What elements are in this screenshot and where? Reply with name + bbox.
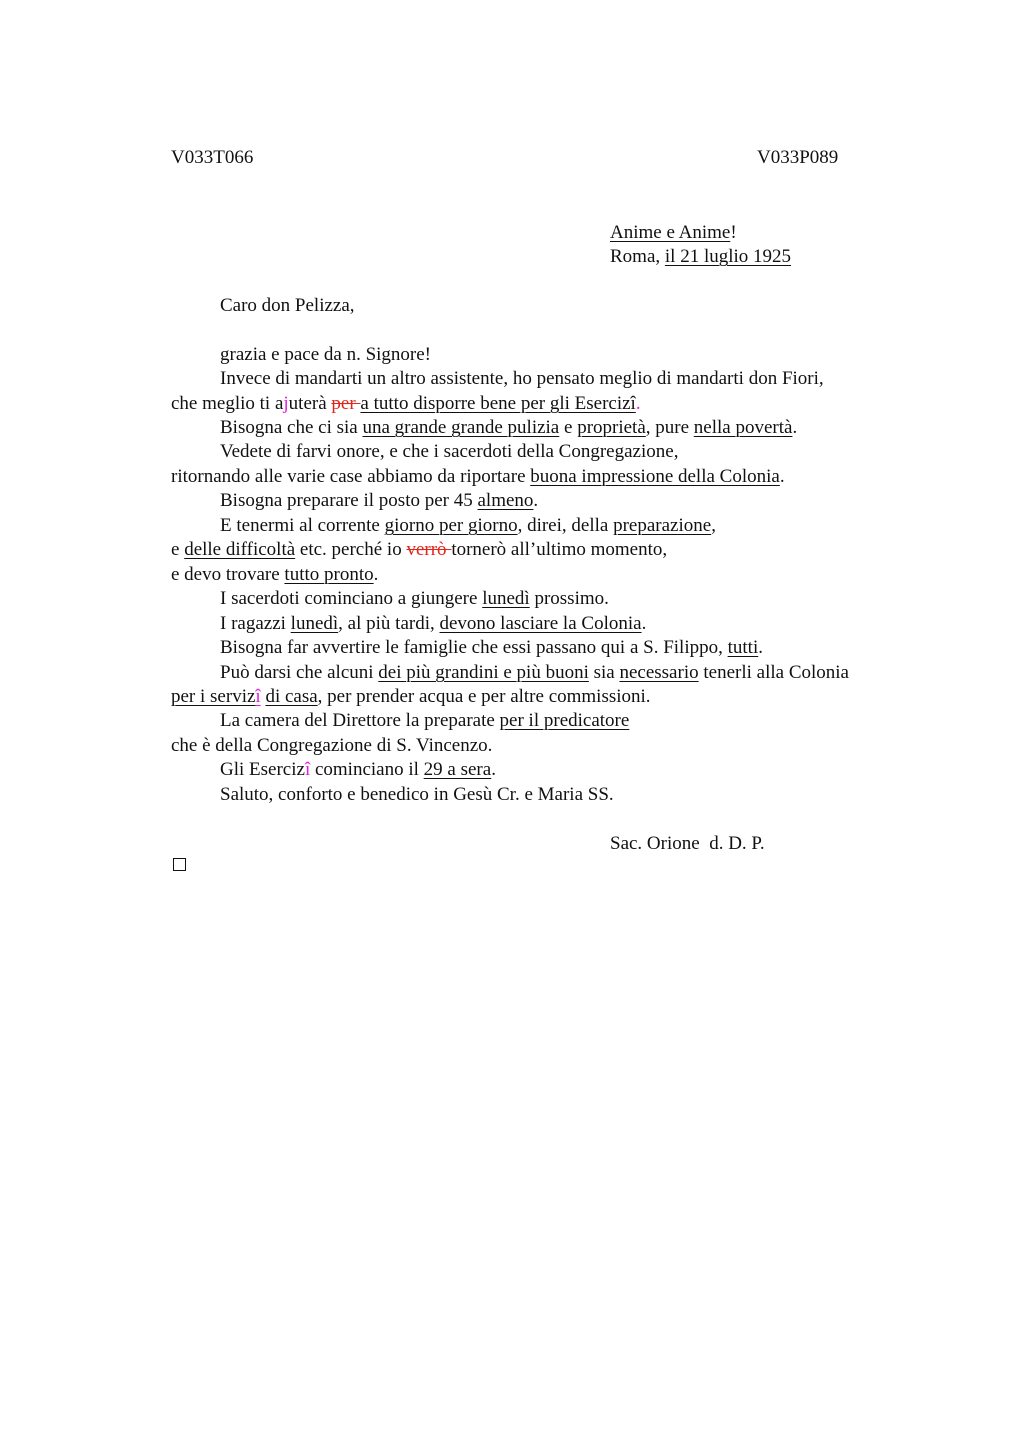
inserted-letter: î xyxy=(304,759,311,780)
document-code-left: V033T066 xyxy=(171,147,254,168)
text-segment: , direi, della xyxy=(517,515,614,536)
text-segment: e xyxy=(171,539,185,560)
text-segment: etc. perché io xyxy=(295,539,407,560)
letter-line-16 xyxy=(220,709,629,733)
underlined-phrase: preparazione xyxy=(613,515,712,536)
underlined-phrase: devono lasciare la Colonia xyxy=(439,613,642,634)
underlined-phrase: dei più grandini e più buoni xyxy=(378,662,589,683)
text-segment: . xyxy=(373,564,379,585)
underlined-phrase: 29 a sera xyxy=(423,759,492,780)
text-segment: . xyxy=(779,466,785,487)
letter-line-4 xyxy=(220,416,797,440)
underlined-phrase: una grande grande pulizia xyxy=(362,417,560,438)
letter-line-15 xyxy=(171,685,651,709)
underlined-phrase: almeno xyxy=(477,490,534,511)
text-segment: Bisogna preparare il posto per 45 xyxy=(220,490,478,511)
text-segment: sia xyxy=(588,662,620,683)
letter-line-1: grazia e pace da n. Signore! xyxy=(220,344,432,365)
motto-text: Anime e Anime xyxy=(610,222,731,243)
underlined-phrase: giorno per giorno xyxy=(384,515,518,536)
text-segment: , per prender acqua e per altre commissioni. xyxy=(317,686,651,707)
text-segment: e devo trovare xyxy=(171,564,285,585)
underlined-phrase: tutto pronto xyxy=(284,564,374,585)
inserted-letter: î xyxy=(255,686,261,707)
text-segment: . xyxy=(641,613,647,634)
deleted-word: verrò xyxy=(406,539,452,560)
motto-exclamation: ! xyxy=(730,222,737,243)
text-segment: tenerli alla Colonia xyxy=(698,662,849,683)
letter-line-2: Invece di mandarti un altro assistente, ho pensato meglio di mandarti don Fiori, xyxy=(220,368,824,389)
underlined-phrase: tutti xyxy=(727,637,759,658)
text-segment: Bisogna far avvertire le famiglie che essi passano qui a S. Filippo, xyxy=(220,637,728,658)
underlined-phrase: per il predicatore xyxy=(499,710,630,731)
text-segment: che meglio ti a xyxy=(171,393,284,414)
letter-line-3 xyxy=(171,392,641,416)
letter-line-14 xyxy=(220,661,849,685)
text-segment: I ragazzi xyxy=(220,613,291,634)
text-segment: La camera del Direttore la preparate xyxy=(220,710,500,731)
text-segment: , al più tardi, xyxy=(338,613,440,634)
dateline-place: Roma, xyxy=(610,246,665,267)
deleted-word: per xyxy=(331,393,361,414)
signature: Sac. Orione d. D. P. xyxy=(610,833,765,854)
letter-line-8 xyxy=(220,514,716,538)
dateline-date: il 21 luglio 1925 xyxy=(664,246,792,267)
letter-line-7 xyxy=(220,489,538,513)
letter-line-17: che è della Congregazione di S. Vincenzo. xyxy=(171,735,493,756)
underlined-phrase: lunedì xyxy=(290,613,339,634)
letter-line-6 xyxy=(171,465,785,489)
document-code-right: V033P089 xyxy=(757,147,839,168)
letter-line-10 xyxy=(171,563,378,587)
letter-line-12 xyxy=(220,612,646,636)
text-segment: cominciano il xyxy=(310,759,424,780)
text-segment: Può darsi che alcuni xyxy=(220,662,379,683)
salutation: Caro don Pelizza, xyxy=(220,295,355,316)
inserted-letter: j xyxy=(283,393,289,414)
text-segment: , pure xyxy=(645,417,694,438)
letter-line-11 xyxy=(220,587,609,611)
text-segment: . xyxy=(533,490,539,511)
text-segment: prossimo. xyxy=(529,588,609,609)
underlined-phrase: a tutto disporre bene per gli Esercizî xyxy=(360,393,636,414)
text-segment: , xyxy=(711,515,716,536)
dateline xyxy=(610,245,791,269)
letter-line-18 xyxy=(220,758,496,782)
text-segment: . xyxy=(491,759,496,780)
text-segment: Bisogna che ci sia xyxy=(220,417,363,438)
underlined-phrase: per i serviz xyxy=(171,686,256,707)
underlined-phrase: delle difficoltà xyxy=(184,539,296,560)
text-segment: . xyxy=(792,417,798,438)
text-segment: Gli Eserciz xyxy=(220,759,305,780)
letter-line-19: Saluto, conforto e benedico in Gesù Cr. e Maria SS. xyxy=(220,784,614,805)
text-segment: E tenermi al corrente xyxy=(220,515,385,536)
letter-line-5: Vedete di farvi onore, e che i sacerdoti della Congregazione, xyxy=(220,441,679,462)
underlined-phrase: buona impressione della Colonia xyxy=(530,466,780,487)
letter-line-13 xyxy=(220,636,763,660)
text-segment: uterà xyxy=(288,393,332,414)
empty-checkbox-mark xyxy=(173,858,186,871)
underlined-phrase: lunedì xyxy=(482,588,530,609)
text-segment: . xyxy=(635,393,641,414)
text-segment: I sacerdoti cominciano a giungere xyxy=(220,588,483,609)
underlined-phrase: di casa xyxy=(265,686,318,707)
motto xyxy=(610,221,737,245)
text-segment: tornerò all’ultimo momento, xyxy=(451,539,668,560)
text-segment: . xyxy=(758,637,763,658)
underlined-phrase: necessario xyxy=(619,662,699,683)
text-segment: ritornando alle varie case abbiamo da riportare xyxy=(171,466,531,487)
underlined-phrase: proprietà xyxy=(577,417,646,438)
underlined-phrase: nella povertà xyxy=(693,417,793,438)
text-segment: e xyxy=(559,417,578,438)
letter-line-9 xyxy=(171,538,667,562)
